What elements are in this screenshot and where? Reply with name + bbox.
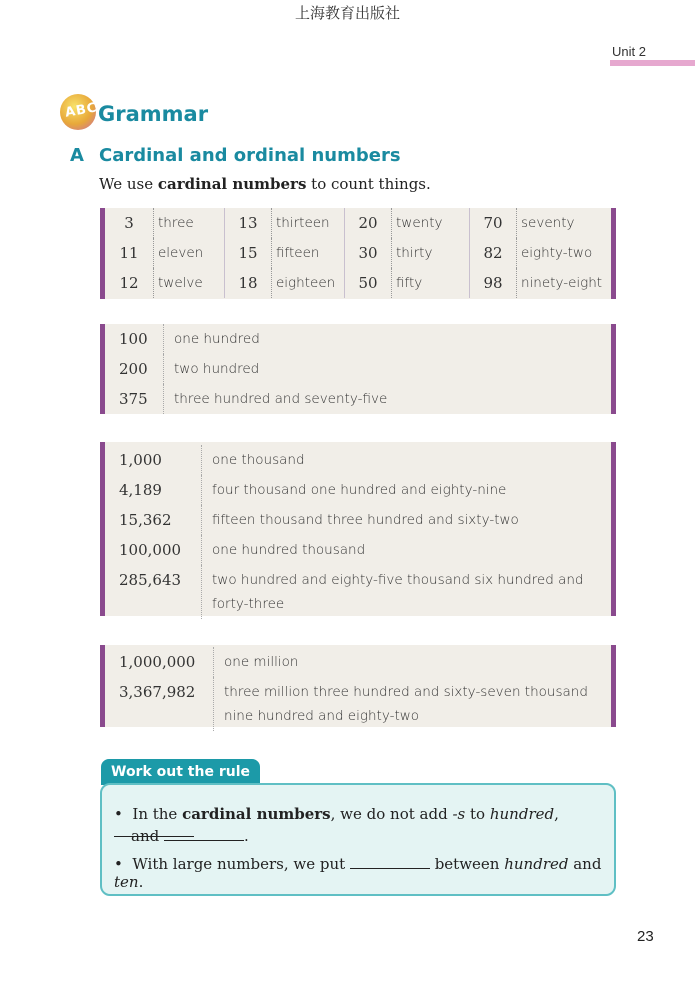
section-title: Cardinal and ordinal numbers xyxy=(99,145,401,166)
rule1-comma: , xyxy=(554,805,559,823)
number-cell: 11 xyxy=(119,244,139,262)
rule1-to: to xyxy=(465,805,490,823)
table-row xyxy=(105,384,611,414)
rule1-bold: cardinal numbers xyxy=(182,805,331,823)
rule-item-1-cont xyxy=(131,827,249,845)
number-cell: 4,189 xyxy=(119,481,162,499)
rule1-suffix: -s xyxy=(452,805,466,823)
table-row xyxy=(105,324,611,354)
word-cell: thirty xyxy=(391,238,470,268)
word-cell: eighty-two xyxy=(516,238,616,268)
number-cell: 12 xyxy=(119,274,139,292)
word-cell: twenty xyxy=(391,208,470,238)
word-cell: one hundred xyxy=(163,324,603,354)
number-cell: 100,000 xyxy=(119,541,182,559)
number-cell: 15,362 xyxy=(119,511,172,529)
number-cell: 15 xyxy=(238,244,258,262)
table-row xyxy=(105,565,611,619)
table-basic-numbers xyxy=(100,208,616,299)
number-cell: 20 xyxy=(358,214,378,232)
number-cell: 50 xyxy=(358,274,378,292)
word-cell: four thousand one hundred and eighty-nine xyxy=(201,475,601,505)
grammar-title: Grammar xyxy=(98,102,209,126)
word-cell: one million xyxy=(213,647,603,677)
table-row xyxy=(105,445,611,475)
table-row xyxy=(105,475,611,505)
word-cell: eleven xyxy=(153,238,225,268)
rule2-blank[interactable] xyxy=(350,856,430,869)
table-hundreds-rows xyxy=(105,324,611,414)
bullet: • xyxy=(114,855,133,873)
unit-label: Unit 2 xyxy=(612,44,646,59)
number-cell: 285,643 xyxy=(119,571,182,589)
number-cell: 98 xyxy=(483,274,503,292)
word-cell: fifteen xyxy=(271,238,345,268)
number-cell: 3,367,982 xyxy=(119,683,196,701)
page-number: 23 xyxy=(637,928,654,945)
number-cell: 30 xyxy=(358,244,378,262)
rule-tab: Work out the rule xyxy=(101,759,260,785)
word-cell: ninety-eight xyxy=(516,268,616,298)
rule2-and: and xyxy=(568,855,602,873)
rule2-pre: With large numbers, we put xyxy=(132,855,350,873)
word-cell: fifteen thousand three hundred and sixty-two xyxy=(201,505,601,535)
word-cell: three hundred and seventy-five xyxy=(163,384,603,414)
word-cell: three million three hundred and sixty-seven thousand nine hundred and eighty-two xyxy=(213,677,603,731)
word-cell: two hundred xyxy=(163,354,603,384)
rule2-between: between xyxy=(429,855,505,873)
grammar-icon xyxy=(60,94,99,130)
rule1-mid: , we do not add xyxy=(330,805,453,823)
table-row xyxy=(105,505,611,535)
unit-bar xyxy=(610,60,695,66)
rule-box xyxy=(100,783,616,896)
table-millions-rows xyxy=(105,645,611,731)
table-row xyxy=(105,354,611,384)
rule1-and: and xyxy=(131,827,160,845)
word-cell: eighteen xyxy=(271,268,345,298)
number-cell: 3 xyxy=(124,214,134,232)
table-row xyxy=(105,535,611,565)
bullet: • xyxy=(114,805,133,823)
rule2-hundred: hundred xyxy=(504,855,569,873)
publisher-header: 上海教育出版社 xyxy=(294,4,400,22)
word-cell: fifty xyxy=(391,268,470,298)
word-cell: three xyxy=(153,208,225,238)
table-thousands xyxy=(100,442,616,616)
word-cell: one thousand xyxy=(201,445,601,475)
number-cell: 200 xyxy=(119,360,148,378)
rule1-end: . xyxy=(244,827,249,845)
rule1-hundred: hundred xyxy=(489,805,555,823)
intro-text: We use xyxy=(99,175,158,193)
number-cell: 18 xyxy=(238,274,258,292)
table-basic-grid xyxy=(105,208,611,298)
number-cell: 375 xyxy=(119,390,148,408)
grammar-icon-text: ABC xyxy=(63,100,99,121)
number-cell: 70 xyxy=(483,214,503,232)
number-cell: 1,000 xyxy=(119,451,162,469)
table-row xyxy=(105,677,611,731)
number-cell: 13 xyxy=(238,214,258,232)
section-intro xyxy=(99,175,431,193)
rule1-pre: In the xyxy=(132,805,183,823)
number-cell: 82 xyxy=(483,244,503,262)
table-row xyxy=(105,647,611,677)
word-cell: one hundred thousand xyxy=(201,535,601,565)
rule-item-2 xyxy=(114,855,614,891)
word-cell: twelve xyxy=(153,268,225,298)
intro-bold: cardinal numbers xyxy=(157,175,307,193)
word-cell: two hundred and eighty-five thousand six hundred and forty-three xyxy=(201,565,601,619)
number-cell: 1,000,000 xyxy=(119,653,196,671)
rule2-end: . xyxy=(138,873,144,891)
word-cell: seventy xyxy=(516,208,616,238)
word-cell: thirteen xyxy=(271,208,345,238)
rule2-ten: ten xyxy=(114,873,139,891)
table-hundreds xyxy=(100,324,616,414)
rule1-blank-2[interactable] xyxy=(164,828,244,841)
section-letter: A xyxy=(70,145,84,166)
table-millions xyxy=(100,645,616,727)
intro-text-end: to count things. xyxy=(306,175,431,193)
number-cell: 100 xyxy=(119,330,148,348)
table-thousands-rows xyxy=(105,442,611,619)
